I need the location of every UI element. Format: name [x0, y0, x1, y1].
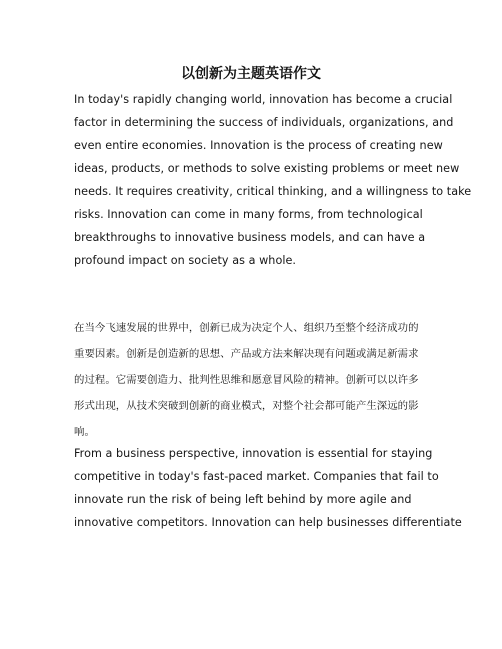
paragraph-line: breakthroughs to innovative business models, and can have a	[74, 231, 426, 244]
paragraph-line: 形式出现，从技术突破到创新的商业模式，对整个社会都可能产生深远的影	[74, 400, 419, 412]
paragraph-line: even entire economies. Innovation is the process of creating new	[74, 139, 443, 152]
paragraph-line: factor in determining the success of individuals, organizations, and	[74, 116, 454, 129]
paragraph-line: profound impact on society as a whole.	[74, 254, 297, 267]
document-title: 以创新为主题英语作文	[181, 66, 321, 82]
paragraph-english-business	[74, 442, 462, 534]
paragraph-line: 重要因素。创新是创造新的思想、产品或方法来解决现有问题或满足新需求	[74, 348, 419, 360]
paragraph-chinese-translation	[74, 315, 446, 445]
paragraph-english-intro	[74, 88, 472, 272]
paragraph-line: needs. It requires creativity, critical thinking, and a willingness to take	[74, 185, 472, 198]
paragraph-line: ideas, products, or methods to solve existing problems or meet new	[74, 162, 460, 175]
paragraph-line: innovate run the risk of being left behind by more agile and	[74, 493, 412, 506]
paragraph-line: risks. Innovation can come in many forms, from technological	[74, 208, 423, 221]
paragraph-line: 在当今飞速发展的世界中，创新已成为决定个人、组织乃至整个经济成功的	[74, 322, 419, 334]
paragraph-line: competitive in today's fast-paced market. Companies that fail to	[74, 470, 439, 483]
paragraph-line: innovative competitors. Innovation can help businesses differentiate	[74, 516, 462, 529]
paragraph-line: In today's rapidly changing world, innovation has become a crucial	[74, 93, 453, 106]
paragraph-line: 的过程。它需要创造力、批判性思维和愿意冒风险的精神。创新可以以许多	[74, 374, 419, 386]
paragraph-line: 响。	[74, 426, 95, 438]
paragraph-line: From a business perspective, innovation is essential for staying	[74, 447, 433, 460]
